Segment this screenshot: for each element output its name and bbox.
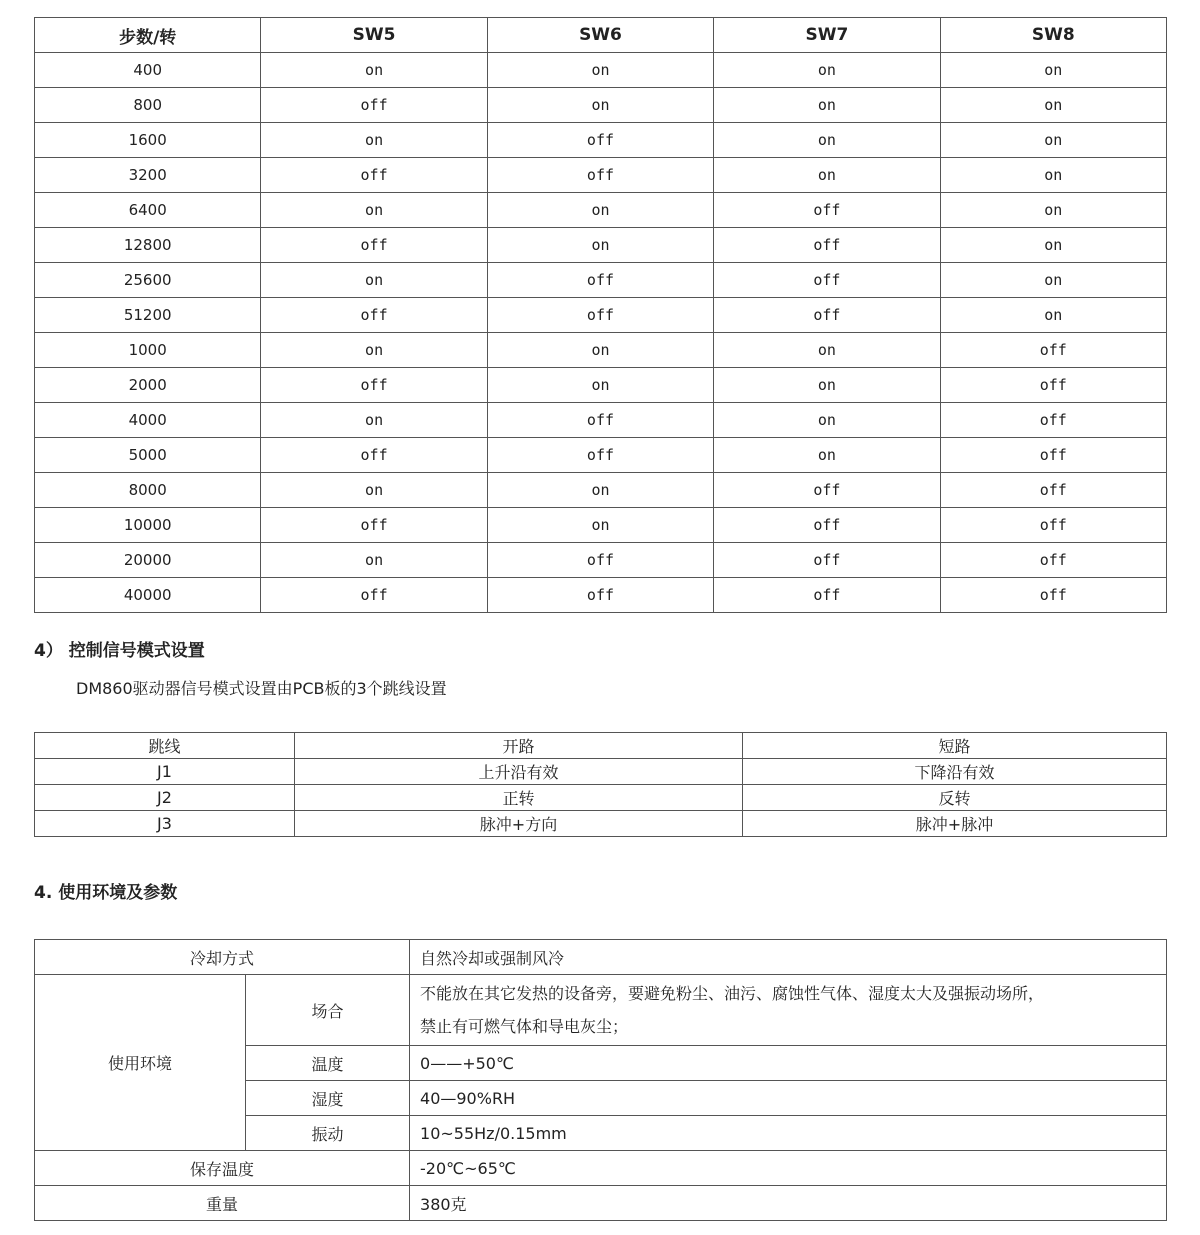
table-cell: off [487, 403, 713, 438]
table-cell: on [940, 298, 1166, 333]
table-cell: on [261, 193, 487, 228]
humidity-value: 40—90%RH [410, 1081, 1167, 1116]
section-heading-environment: 4. 使用环境及参数 [34, 883, 178, 903]
occasion-value-line2: 禁止有可燃气体和导电灰尘； [420, 1017, 629, 1036]
table-cell: off [714, 193, 940, 228]
table-cell: on [714, 158, 940, 193]
table-row [35, 975, 1167, 1046]
table-cell: on [940, 228, 1166, 263]
vibration-label: 振动 [246, 1116, 410, 1151]
humidity-label: 湿度 [246, 1081, 410, 1116]
table-row [35, 473, 1167, 508]
table-cell: off [714, 578, 940, 613]
row-label-cell: 12800 [35, 228, 261, 263]
table-cell: off [714, 298, 940, 333]
table-cell: off [487, 158, 713, 193]
table-cell: 脉冲+脉冲 [743, 811, 1167, 837]
table-cell: off [714, 508, 940, 543]
table-cell: 下降沿有效 [743, 759, 1167, 785]
table-header-row [35, 733, 1167, 759]
table-cell: on [714, 88, 940, 123]
table-cell: on [940, 123, 1166, 158]
table-cell: 脉冲+方向 [295, 811, 743, 837]
table-row [35, 940, 1167, 975]
table-row [35, 811, 1167, 837]
row-label-cell: 2000 [35, 368, 261, 403]
section-description: DM860驱动器信号模式设置由PCB板的3个跳线设置 [76, 679, 447, 698]
table-cell: on [940, 53, 1166, 88]
table-cell: on [940, 263, 1166, 298]
table-cell: off [940, 403, 1166, 438]
table-cell: off [940, 438, 1166, 473]
header-steps: 步数/转 [35, 18, 261, 53]
cooling-value: 自然冷却或强制风冷 [410, 940, 1167, 975]
weight-label: 重量 [35, 1186, 410, 1221]
header-sw8: SW8 [940, 18, 1166, 53]
table-cell: 正转 [295, 785, 743, 811]
table-cell: on [487, 228, 713, 263]
row-label-cell: 800 [35, 88, 261, 123]
occasion-label: 场合 [246, 975, 410, 1046]
table-cell: off [261, 298, 487, 333]
table-cell: on [487, 193, 713, 228]
table-row [35, 578, 1167, 613]
environment-table [34, 939, 1167, 1221]
occasion-value [410, 975, 1167, 1046]
table-cell: on [714, 123, 940, 158]
table-cell: on [261, 53, 487, 88]
storage-temp-value: -20℃~65℃ [410, 1151, 1167, 1186]
table-row [35, 263, 1167, 298]
table-row [35, 438, 1167, 473]
table-cell: on [261, 263, 487, 298]
temperature-label: 温度 [246, 1046, 410, 1081]
table-row [35, 1186, 1167, 1221]
temperature-value: 0——+50℃ [410, 1046, 1167, 1081]
table-cell: off [940, 333, 1166, 368]
row-label-cell: 1000 [35, 333, 261, 368]
table-cell: on [487, 368, 713, 403]
row-label-cell: 25600 [35, 263, 261, 298]
table-cell: off [261, 438, 487, 473]
row-label-cell: 5000 [35, 438, 261, 473]
table-cell: on [261, 403, 487, 438]
table-cell: off [261, 158, 487, 193]
table-cell: on [714, 53, 940, 88]
table-cell: off [261, 368, 487, 403]
table-cell: off [940, 578, 1166, 613]
table-cell: on [940, 158, 1166, 193]
vibration-value: 10~55Hz/0.15mm [410, 1116, 1167, 1151]
table-cell: on [940, 88, 1166, 123]
header-sw7: SW7 [714, 18, 940, 53]
table-row [35, 333, 1167, 368]
row-label-cell: 20000 [35, 543, 261, 578]
table-cell: on [487, 88, 713, 123]
header-sw5: SW5 [261, 18, 487, 53]
table-cell: on [487, 508, 713, 543]
header-sw6: SW6 [487, 18, 713, 53]
table-cell: off [261, 228, 487, 263]
row-label-cell: 6400 [35, 193, 261, 228]
row-label-cell: 400 [35, 53, 261, 88]
table-cell: off [940, 473, 1166, 508]
table-row [35, 785, 1167, 811]
row-label-cell: J3 [35, 811, 295, 837]
table-cell: off [261, 508, 487, 543]
table-cell: off [487, 578, 713, 613]
row-label-cell: 1600 [35, 123, 261, 158]
table-cell: off [714, 228, 940, 263]
table-cell: off [714, 473, 940, 508]
table-cell: on [487, 473, 713, 508]
cooling-label: 冷却方式 [35, 940, 410, 975]
row-label-cell: 10000 [35, 508, 261, 543]
table-cell: on [714, 403, 940, 438]
table-row [35, 508, 1167, 543]
table-cell: off [261, 578, 487, 613]
table-cell: off [487, 123, 713, 158]
row-label-cell: J2 [35, 785, 295, 811]
table-cell: off [940, 508, 1166, 543]
table-cell: off [714, 543, 940, 578]
table-cell: on [714, 368, 940, 403]
table-cell: on [261, 333, 487, 368]
table-cell: on [714, 333, 940, 368]
table-cell: off [261, 88, 487, 123]
header-short: 短路 [743, 733, 1167, 759]
table-row [35, 543, 1167, 578]
row-label-cell: 3200 [35, 158, 261, 193]
step-setting-table [34, 17, 1167, 613]
table-row [35, 88, 1167, 123]
table-cell: off [487, 543, 713, 578]
table-cell: off [714, 263, 940, 298]
section-heading-signal-mode: 4） 控制信号模式设置 [34, 641, 205, 661]
table-cell: off [940, 543, 1166, 578]
table-row [35, 228, 1167, 263]
row-label-cell: 51200 [35, 298, 261, 333]
table-cell: on [940, 193, 1166, 228]
header-open: 开路 [295, 733, 743, 759]
table-cell: 反转 [743, 785, 1167, 811]
table-cell: on [487, 333, 713, 368]
table-row [35, 403, 1167, 438]
table-cell: off [487, 263, 713, 298]
table-row [35, 158, 1167, 193]
table-cell: off [940, 368, 1166, 403]
table-cell: on [261, 543, 487, 578]
row-label-cell: 4000 [35, 403, 261, 438]
environment-label: 使用环境 [35, 975, 246, 1151]
table-row [35, 759, 1167, 785]
table-row [35, 123, 1167, 158]
row-label-cell: 8000 [35, 473, 261, 508]
table-cell: on [487, 53, 713, 88]
table-header-row [35, 18, 1167, 53]
row-label-cell: 40000 [35, 578, 261, 613]
weight-value: 380克 [410, 1186, 1167, 1221]
table-cell: on [261, 473, 487, 508]
table-cell: on [261, 123, 487, 158]
jumper-table [34, 732, 1167, 837]
row-label-cell: J1 [35, 759, 295, 785]
table-cell: on [714, 438, 940, 473]
header-jumper: 跳线 [35, 733, 295, 759]
table-row [35, 53, 1167, 88]
table-row [35, 298, 1167, 333]
table-row [35, 368, 1167, 403]
table-cell: 上升沿有效 [295, 759, 743, 785]
table-row [35, 1151, 1167, 1186]
table-row [35, 193, 1167, 228]
table-cell: off [487, 298, 713, 333]
occasion-value-line1: 不能放在其它发热的设备旁，要避免粉尘、油污、腐蚀性气体、湿度太大及强振动场所， [420, 984, 1045, 1003]
table-cell: off [487, 438, 713, 473]
storage-temp-label: 保存温度 [35, 1151, 410, 1186]
